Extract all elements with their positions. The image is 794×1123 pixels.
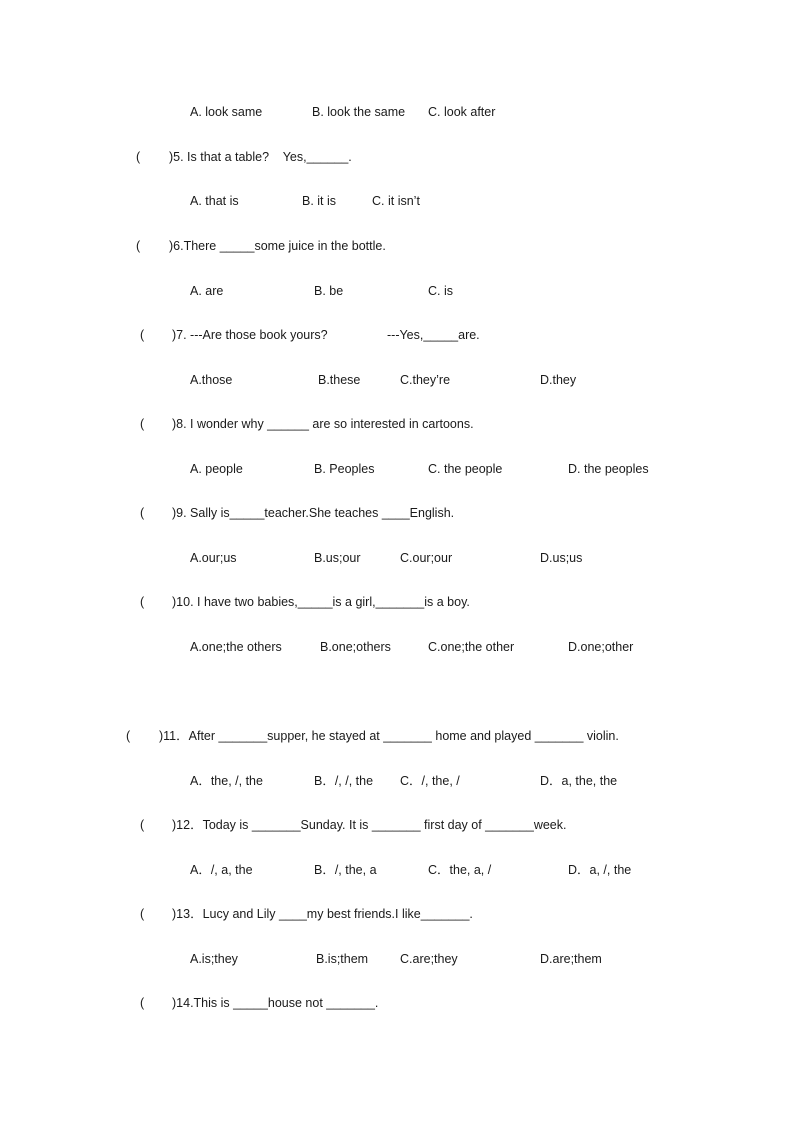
q9-answer-paren: ( xyxy=(140,506,145,520)
q7-option-c: C.they’re xyxy=(400,373,451,387)
q10-option-d: D.one;other xyxy=(568,640,634,654)
q5-option-a: A. that is xyxy=(190,194,239,208)
q9-question: )9. Sally is_____teacher.She teaches ____English. xyxy=(172,506,455,520)
q12-question: )12．Today is _______Sunday. It is _______ first day of _______week. xyxy=(172,818,567,832)
q4-option-b: B. look the same xyxy=(312,105,406,119)
q4-option-c: C. look after xyxy=(428,105,496,119)
q4-option-a: A. look same xyxy=(190,105,263,119)
q8-option-b: B. Peoples xyxy=(314,462,375,476)
q11-option-c: C．/, the, / xyxy=(400,774,460,788)
q9-option-d: D.us;us xyxy=(540,551,583,565)
q5-option-b: B. it is xyxy=(302,194,337,208)
q13-option-c: C.are;they xyxy=(400,952,458,966)
q12-option-b: B．/, the, a xyxy=(314,863,377,877)
q11-answer-paren: ( xyxy=(126,729,131,743)
q8-option-d: D. the peoples xyxy=(568,462,649,476)
q6-option-a: A. are xyxy=(190,284,224,298)
q13-option-b: B.is;them xyxy=(316,952,369,966)
q10-option-a: A.one;the others xyxy=(190,640,282,654)
q5-answer-paren: ( xyxy=(136,150,141,164)
q7-answer-paren: ( xyxy=(140,328,145,342)
q7-reply: ---Yes,_____are. xyxy=(387,328,480,342)
q13-option-a: A.is;they xyxy=(190,952,238,966)
q13-answer-paren: ( xyxy=(140,907,145,921)
q12-option-d: D．a, /, the xyxy=(568,863,632,877)
q8-question: )8. I wonder why ______ are so interested in cartoons. xyxy=(172,417,474,431)
q7-question: )7. ---Are those book yours? xyxy=(172,328,328,342)
q8-answer-paren: ( xyxy=(140,417,145,431)
q6-question: )6.There _____some juice in the bottle. xyxy=(169,239,386,253)
q10-question: )10. I have two babies,_____is a girl,_______is a boy. xyxy=(172,595,470,609)
q7-option-b: B.these xyxy=(318,373,361,387)
q10-option-b: B.one;others xyxy=(320,640,391,654)
q12-answer-paren: ( xyxy=(140,818,145,832)
q12-option-c: C．the, a, / xyxy=(428,863,492,877)
q6-answer-paren: ( xyxy=(136,239,141,253)
q12-option-a: A．/, a, the xyxy=(190,863,253,877)
q6-option-c: C. is xyxy=(428,284,453,298)
q11-question: )11．After _______supper, he stayed at _______ home and played _______ violin. xyxy=(159,729,619,743)
q5-question: )5. Is that a table? Yes,______. xyxy=(169,150,352,164)
q11-option-d: D．a, the, the xyxy=(540,774,618,788)
q7-option-d: D.they xyxy=(540,373,577,387)
q8-option-a: A. people xyxy=(190,462,243,476)
q13-option-d: D.are;them xyxy=(540,952,602,966)
q7-option-a: A.those xyxy=(190,373,233,387)
q8-option-c: C. the people xyxy=(428,462,503,476)
q14-question: )14.This is _____house not _______. xyxy=(172,996,379,1010)
q9-option-a: A.our;us xyxy=(190,551,237,565)
q5-option-c: C. it isn’t xyxy=(372,194,420,208)
q9-option-b: B.us;our xyxy=(314,551,361,565)
q9-option-c: C.our;our xyxy=(400,551,453,565)
q11-option-b: B．/, /, the xyxy=(314,774,374,788)
q11-option-a: A．the, /, the xyxy=(190,774,263,788)
q13-question: )13．Lucy and Lily ____my best friends.I like_______. xyxy=(172,907,473,921)
q6-option-b: B. be xyxy=(314,284,344,298)
q14-answer-paren: ( xyxy=(140,996,145,1010)
q10-answer-paren: ( xyxy=(140,595,145,609)
q10-option-c: C.one;the other xyxy=(428,640,515,654)
